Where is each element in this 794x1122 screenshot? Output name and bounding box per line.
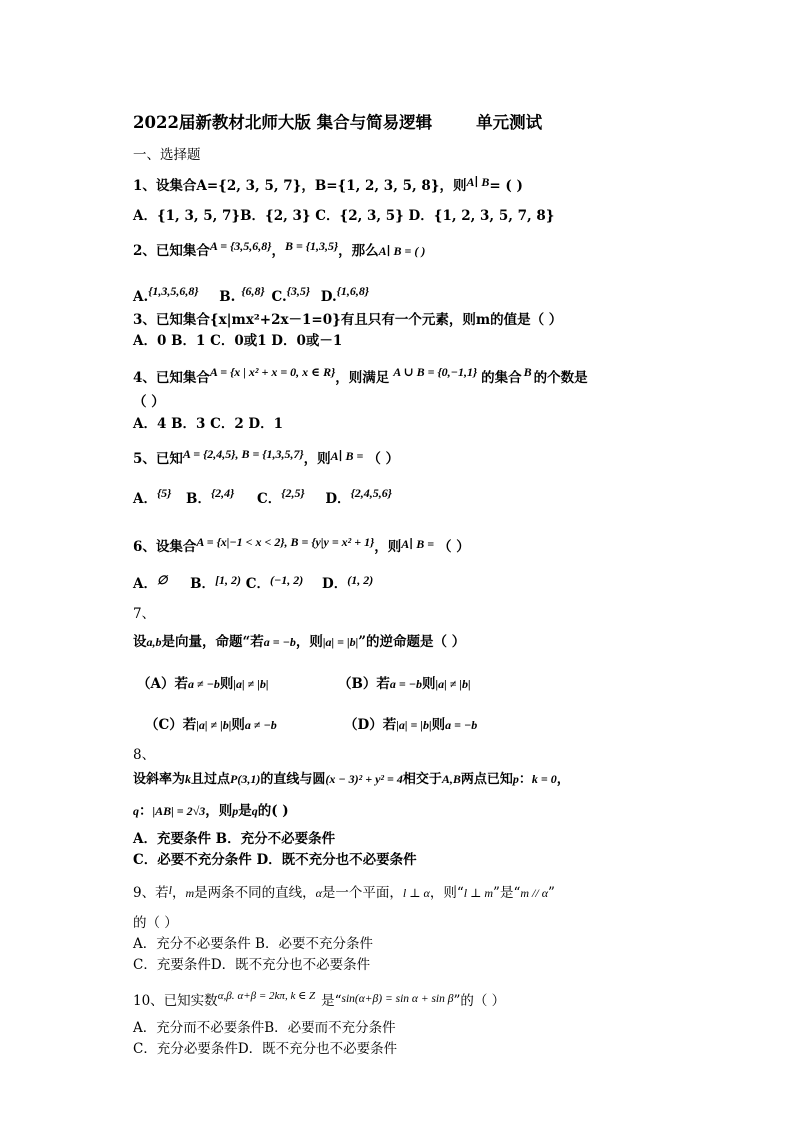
q10-mid: 是“ bbox=[321, 993, 342, 1009]
q6-opt-b-label: B． bbox=[190, 576, 216, 592]
q2-opt-a-label: A. bbox=[133, 289, 149, 305]
q1-stem: 1、设集合A={2, 3, 5, 7}，B={1, 2, 3, 5, 8}，则 bbox=[133, 178, 467, 194]
q4-pre: 4、已知集合 bbox=[133, 370, 210, 386]
q7-c-label: （C）若 bbox=[145, 717, 197, 733]
q5-opt-d-value: {2,4,5,6} bbox=[350, 486, 392, 500]
question-9-stem bbox=[133, 884, 555, 902]
q7-c-cond: |a| ≠ |b| bbox=[196, 718, 232, 732]
q7-stem-mid: 是向量，命题“若 bbox=[161, 634, 264, 650]
q4-mid: ，则满足 bbox=[335, 370, 390, 386]
q6-opt-d-label: D． bbox=[321, 576, 348, 592]
q5-paren: （ ） bbox=[367, 451, 400, 467]
question-3-options: A．0 B．1 C．0或1 D．0或－1 bbox=[133, 333, 343, 349]
q7-stem-post: ”的逆命题是（ ） bbox=[358, 634, 466, 650]
question-4-paren: （ ） bbox=[133, 394, 165, 410]
q8-ab: A,B bbox=[441, 772, 461, 786]
question-10-stem bbox=[133, 992, 505, 1011]
q7-b-label: （B）若 bbox=[338, 676, 390, 692]
q6-paren: （ ） bbox=[438, 539, 470, 555]
q7-cond1: a = −b bbox=[263, 635, 296, 649]
q8-l1-mid2: 的直线与圆 bbox=[260, 772, 326, 787]
q7-a-label: （A）若 bbox=[137, 676, 188, 692]
q6-sets: A = {x|−1 < x < 2}, B = {y|y = x² + 1} bbox=[196, 535, 375, 549]
q7-a-result: |a| ≠ |b| bbox=[233, 677, 269, 691]
q6-opt-b-value: [1, 2) bbox=[215, 573, 242, 587]
q4-post2: 的个数是 bbox=[533, 370, 588, 386]
q9-mid4: ”是“ bbox=[493, 885, 521, 901]
q9-ma: m // α bbox=[520, 886, 548, 900]
q6-opt-a-label: A． bbox=[133, 576, 157, 592]
doc-title bbox=[133, 114, 542, 133]
q7-vars: a,b bbox=[146, 635, 162, 649]
q10-cond: α+β = 2kπ, k ∈ Z bbox=[237, 990, 316, 1002]
q5-expr: A∣ B = bbox=[330, 449, 364, 463]
question-8-line-1 bbox=[133, 770, 570, 789]
question-8-number: 8、 bbox=[133, 747, 156, 763]
question-5-stem bbox=[133, 447, 400, 468]
q8-circle: (x − 3)² + y² = 4 bbox=[325, 772, 403, 786]
question-5-options bbox=[133, 486, 392, 508]
question-7-option-a bbox=[137, 675, 269, 693]
question-7-option-b bbox=[338, 675, 471, 693]
question-10-options-2: C．充分必要条件D．既不充分也不必要条件 bbox=[133, 1041, 398, 1057]
question-8-line-2 bbox=[133, 802, 289, 820]
q7-a-cond: a ≠ −b bbox=[187, 677, 220, 691]
q7-stem-mid2: ，则 bbox=[295, 634, 323, 650]
question-6-stem bbox=[133, 535, 470, 556]
q9-pre: 9、若 bbox=[133, 885, 169, 901]
q8-l1-mid: 且过点 bbox=[191, 772, 231, 787]
q9-l: l bbox=[168, 883, 172, 897]
q7-b-then: 则 bbox=[422, 676, 436, 692]
q2-pre: 2、已知集合 bbox=[133, 243, 210, 259]
q2-expr: A∣ B = ( ) bbox=[378, 244, 426, 258]
question-4-options: A．4 B．3 C．2 D．1 bbox=[133, 416, 284, 432]
q5-opt-c-label: C． bbox=[257, 491, 282, 507]
question-2-options bbox=[133, 282, 370, 305]
q1-expr: A∣ B bbox=[466, 175, 490, 189]
question-9-options-2: C．充要条件D．既不充分也不必要条件 bbox=[133, 957, 371, 973]
q8-l1-end: ， bbox=[556, 772, 570, 787]
q2-set-b: B = {1,3,5} bbox=[284, 239, 339, 253]
q8-p2: p bbox=[232, 804, 239, 818]
question-7-option-c bbox=[145, 716, 277, 734]
q6-pre: 6、设集合 bbox=[133, 539, 197, 555]
q2-post: ，那么 bbox=[338, 243, 379, 259]
q2-opt-b-label: B. bbox=[219, 289, 236, 305]
question-8-options-1: A．充要条件 B．充分不必要条件 bbox=[133, 831, 336, 847]
q7-b-result: |a| ≠ |b| bbox=[435, 677, 471, 691]
q5-pre: 5、已知 bbox=[133, 451, 183, 467]
q2-opt-b-value: {6,8} bbox=[241, 284, 265, 298]
question-2-stem bbox=[133, 239, 426, 260]
q5-opt-d-label: D． bbox=[325, 491, 351, 507]
q6-opt-a-value: ∅ bbox=[156, 573, 168, 587]
q7-stem-pre: 设 bbox=[133, 634, 147, 650]
q2-opt-c-label: C. bbox=[271, 289, 287, 305]
q9-alpha: α bbox=[315, 886, 322, 900]
q5-opt-b-value: {2,4} bbox=[210, 486, 235, 500]
question-6-options bbox=[133, 575, 373, 593]
question-8-options-2: C．必要不充分条件 D．既不充分也不必要条件 bbox=[133, 852, 417, 868]
q8-l1-post: ： bbox=[518, 772, 532, 787]
q10-vars: α,β. bbox=[217, 990, 235, 1002]
q2-opt-d-label: D. bbox=[320, 289, 337, 305]
q7-c-result: a ≠ −b bbox=[244, 718, 277, 732]
q5-sets: A = {2,4,5}, B = {1,3,5,7} bbox=[182, 447, 304, 461]
question-9-options-1: A．充分不必要条件 B．必要不充分条件 bbox=[133, 936, 373, 952]
q8-k0: k = 0 bbox=[531, 772, 557, 786]
q2-opt-d-value: {1,6,8} bbox=[336, 284, 370, 298]
q8-l2-end: 的( ) bbox=[257, 803, 289, 819]
q5-opt-a-value: {5} bbox=[156, 486, 172, 500]
q10-eq: sin(α+β) = sin α + sin β bbox=[341, 993, 454, 1005]
q7-cond2: |a| = |b| bbox=[322, 635, 359, 649]
title-text: 2022届新教材北师大版 集合与简易逻辑 bbox=[133, 113, 433, 132]
q4-post: 的集合 bbox=[481, 370, 522, 386]
q9-m: m bbox=[185, 886, 195, 900]
q4-set-b: B bbox=[523, 365, 532, 379]
q8-point: P(3,1) bbox=[230, 772, 261, 786]
q8-q2: q bbox=[251, 804, 258, 818]
q6-opt-c-label: C． bbox=[245, 576, 271, 592]
q6-opt-c-value: (−1, 2) bbox=[270, 573, 304, 587]
q9-mid: 是两条不同的直线， bbox=[194, 885, 316, 901]
q8-q: q bbox=[133, 804, 139, 818]
q9-lm: l ⊥ m bbox=[463, 886, 494, 900]
question-1-stem bbox=[133, 177, 523, 195]
q2-set-a: A = {3,5,6,8} bbox=[209, 239, 272, 253]
section-heading: 一、选择题 bbox=[133, 147, 201, 163]
q5-opt-a-label: A． bbox=[133, 491, 157, 507]
q7-d-then: 则 bbox=[431, 717, 446, 733]
q8-l2-mid: ： bbox=[139, 803, 153, 819]
q9-c1: ， bbox=[171, 885, 186, 901]
q9-perp: l ⊥ α bbox=[402, 886, 430, 900]
q1-tail: = ( ) bbox=[489, 178, 523, 194]
question-10-options-1: A．充分而不必要条件B．必要而不充分条件 bbox=[133, 1020, 396, 1036]
q8-l1-mid4: 两点已知 bbox=[460, 772, 513, 787]
q8-l1-mid3: 相交于 bbox=[402, 772, 442, 787]
question-9-line-2: 的（ ） bbox=[133, 915, 178, 931]
q5-opt-b-label: B． bbox=[186, 491, 211, 507]
q9-mid2: 是一个平面， bbox=[321, 885, 403, 901]
q7-c-then: 则 bbox=[231, 717, 245, 733]
q8-ab-length: |AB| = 2√3 bbox=[152, 804, 206, 818]
q2-opt-a-value: {1,3,5,6,8} bbox=[148, 284, 199, 298]
q6-expr: A∣ B = bbox=[401, 537, 435, 551]
question-7-option-d bbox=[344, 716, 477, 734]
question-4-stem bbox=[133, 365, 588, 387]
q8-l1-pre: 设斜率为 bbox=[133, 772, 186, 787]
question-3-stem: 3、已知集合{x|mx²+2x－1=0}有且只有一个元素，则m的值是（ ） bbox=[133, 312, 563, 328]
q2-mid: ， bbox=[271, 243, 285, 259]
q4-set-a: A = {x | x² + x = 0, x ∈ R} bbox=[209, 365, 336, 379]
q10-pre: 10、已知实数 bbox=[133, 993, 218, 1009]
q7-b-cond: a = −b bbox=[389, 677, 423, 691]
q7-d-label: （D）若 bbox=[344, 717, 397, 733]
q5-opt-c-value: {2,5} bbox=[281, 486, 305, 500]
q2-opt-c-value: {3,5} bbox=[286, 284, 311, 298]
q9-mid3: ，则“ bbox=[429, 885, 464, 901]
q8-p: p bbox=[512, 772, 519, 786]
title-suffix: 单元测试 bbox=[476, 113, 543, 132]
q7-a-then: 则 bbox=[219, 676, 234, 692]
q8-l2-post: ，则 bbox=[205, 803, 233, 819]
q8-l2-post2: 是 bbox=[238, 803, 252, 819]
q7-d-cond: |a| = |b| bbox=[396, 718, 432, 732]
question-1-options: A．{1, 3, 5, 7}B．{2, 3} C．{2, 3, 5} D．{1, 2, 3, 5, 7, 8} bbox=[133, 208, 555, 224]
question-7-stem bbox=[133, 633, 465, 651]
q6-post: ，则 bbox=[374, 539, 402, 555]
q5-post: ，则 bbox=[303, 451, 331, 467]
q7-d-result: a = −b bbox=[445, 718, 478, 732]
question-7-number: 7、 bbox=[133, 606, 156, 622]
q4-condition: A ∪ B = {0,−1,1} bbox=[393, 365, 478, 379]
q9-post: ” bbox=[548, 885, 555, 901]
q8-k: k bbox=[185, 772, 192, 786]
q10-post: ”的（ ） bbox=[453, 993, 506, 1009]
q6-opt-d-value: (1, 2) bbox=[347, 573, 374, 587]
